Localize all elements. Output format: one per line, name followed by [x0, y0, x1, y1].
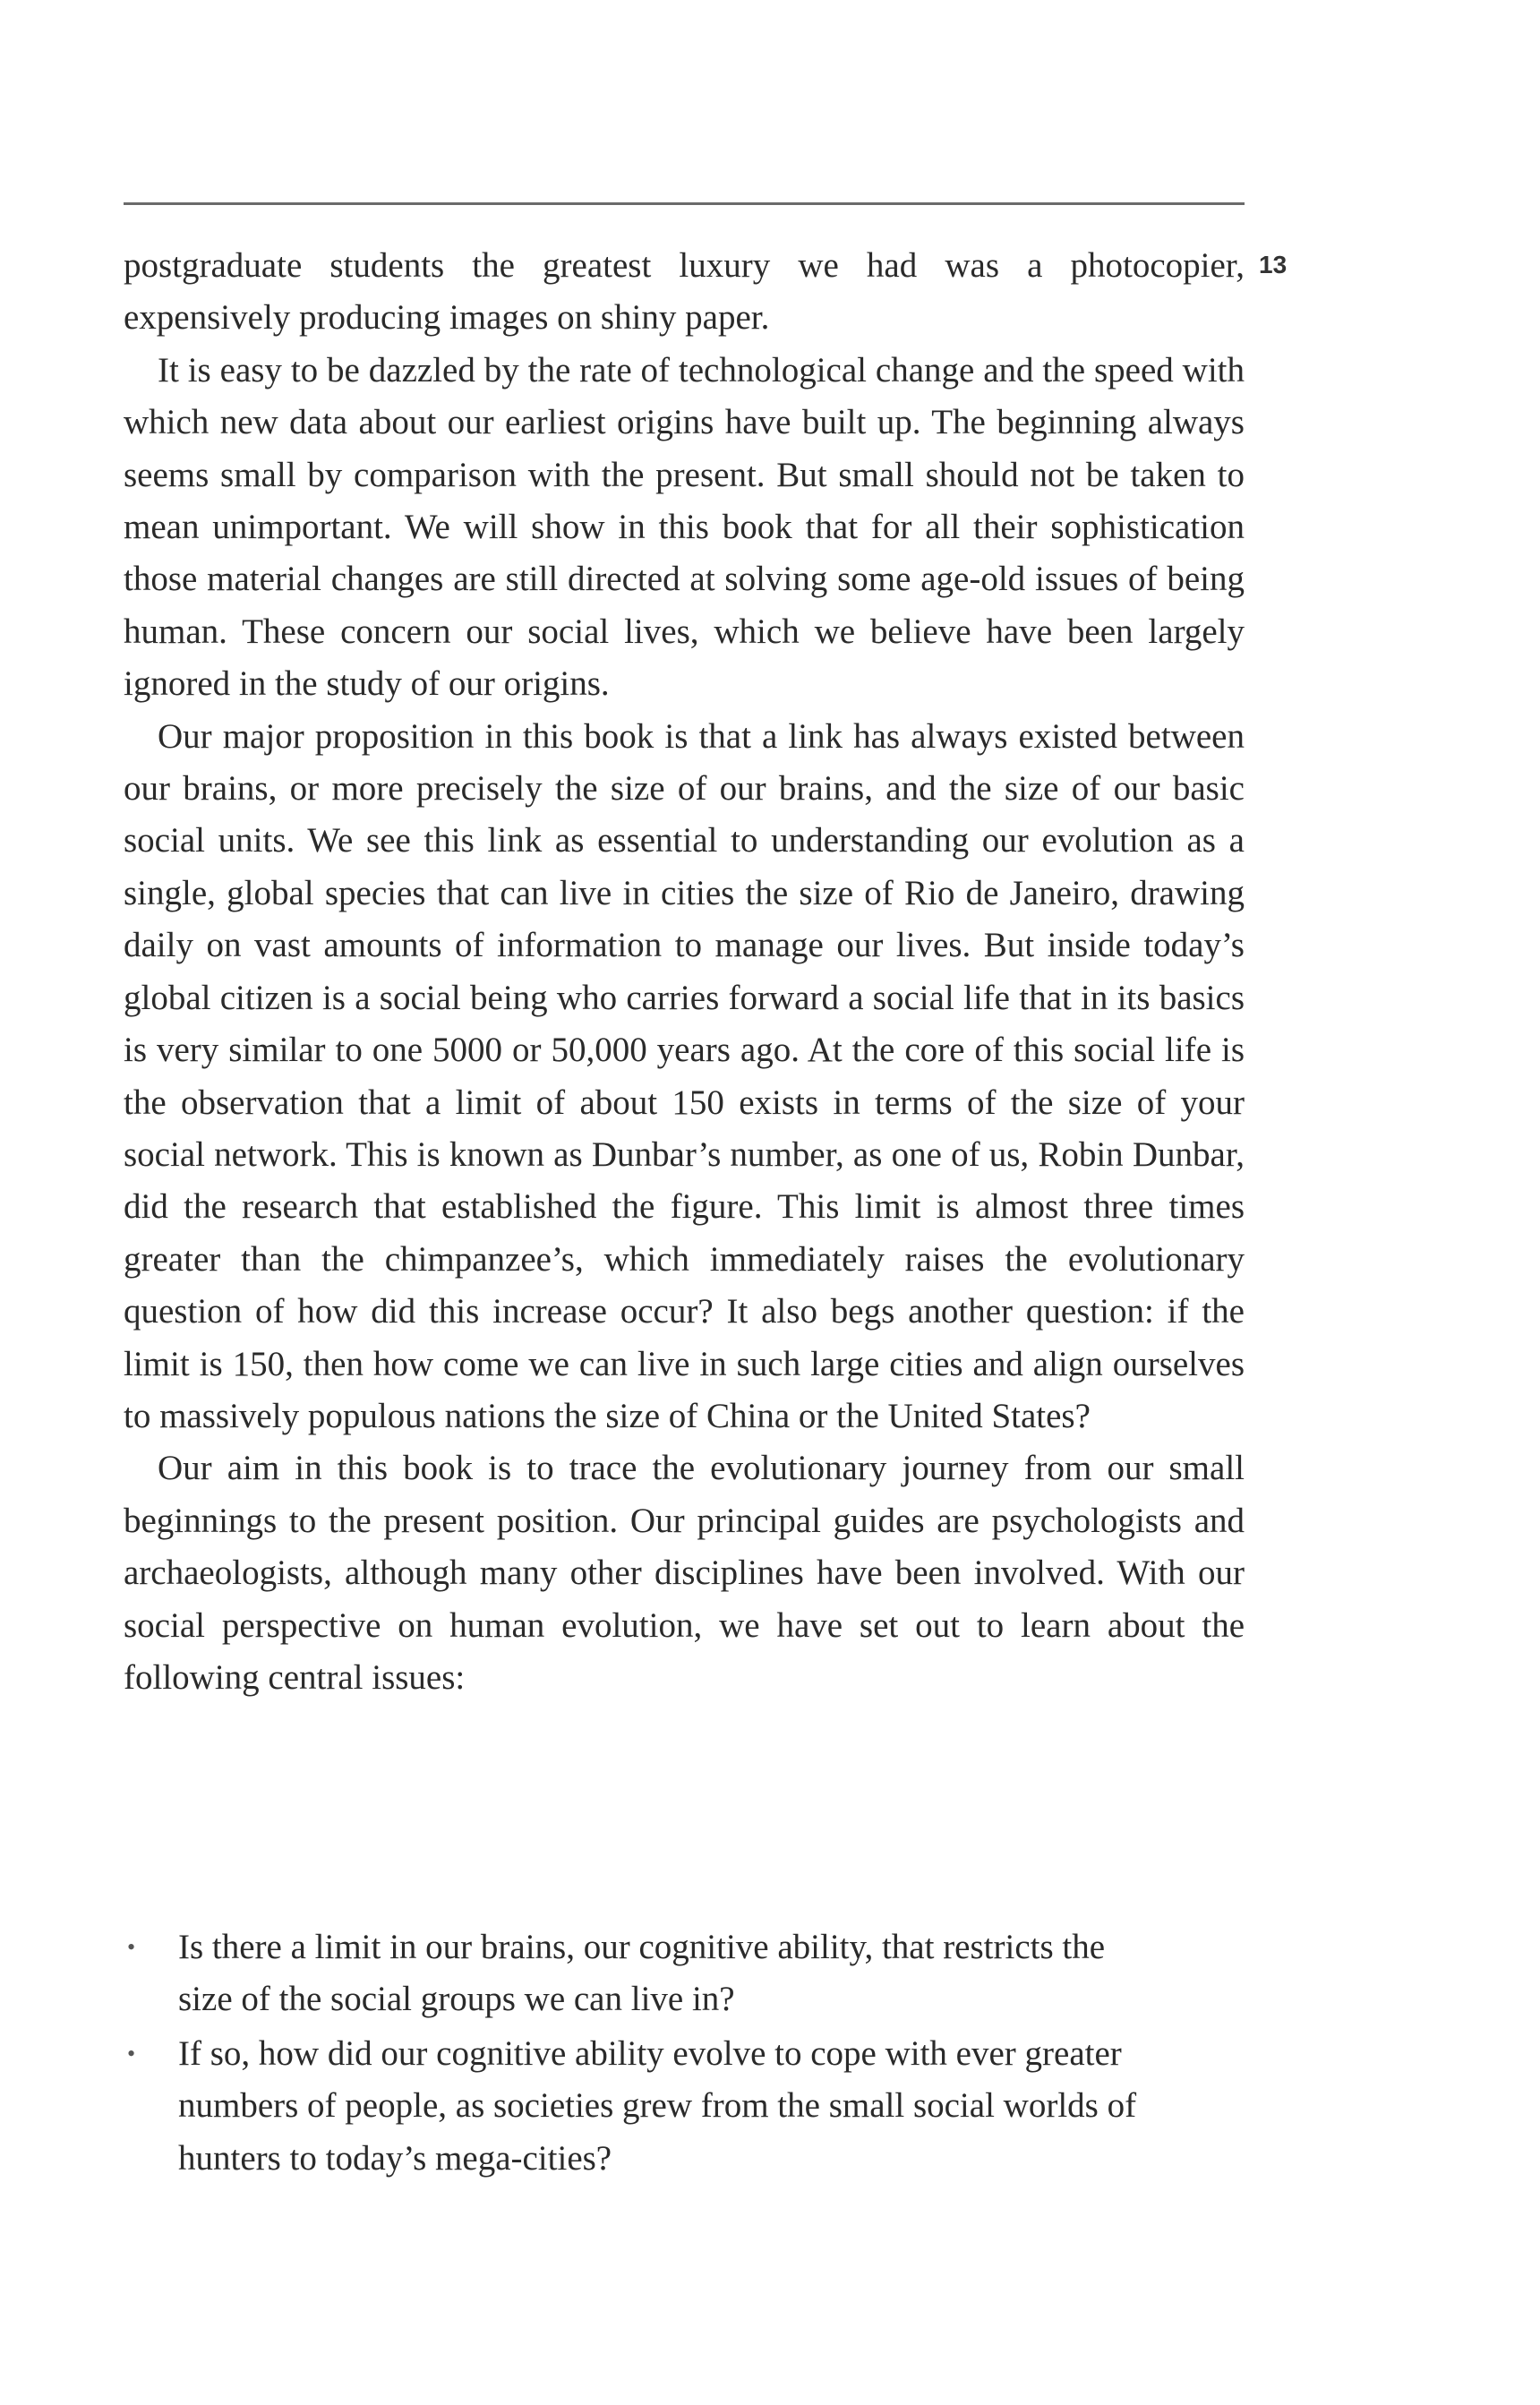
paragraph: Our major proposition in this book is that a link has always existed between our brains, or more precisely the size of our brains, and the size of our basic social units. We see this link as essential to understanding our evolution as a single, global species that can live in cities the size of Rio de Janeiro, drawing daily on vast amounts of information to manage our lives. But inside today’s global citizen is a social being who carries forward a social life that in its basics is very similar to one 5000 or 50,000 years ago. At the core of this social life is the observation that a limit of about 150 exists in terms of the size of your social network. This is known as Dunbar’s number, as one of us, Robin Dunbar, did the research that established the figure. This limit is almost three times greater than the chimpanzee’s, which immediately raises the evolutionary question of how did this increase occur? It also begs another question: if the limit is 150, then how come we can live in such large cities and align ourselves to massively populous nations the size of China or the United States? [124, 716, 1245, 1435]
bullet-icon: • [127, 2040, 136, 2067]
bullet-item [124, 2028, 1162, 2185]
page-number: 13 [1259, 251, 1288, 278]
bullet-icon: • [127, 1934, 136, 1960]
paragraph-continued: postgraduate students the greatest luxury we had was a photocopier, expensively producing images on shiny paper. [124, 246, 1245, 338]
header-rule [124, 202, 1245, 205]
bullet-item [124, 1921, 1162, 2026]
body-text [124, 240, 1245, 1704]
paragraph: Our aim in this book is to trace the evolutionary journey from our small beginnings to the present position. Our principal guides are psychologists and archaeologists, although many other disciplines have been involved. With our social perspective on human evolution, we have set out to learn about the following central issues: [124, 1449, 1245, 1697]
bullet-text: If so, how did our cognitive ability evolve to cope with ever greater numbers of people, as societies grew from the small social worlds of hunters to today’s mega-cities? [178, 2033, 1137, 2178]
paragraph: It is easy to be dazzled by the rate of technological change and the speed with which new data about our earliest origins have built up. The beginning always seems small by comparison with the present. But small should not be taken to mean unimportant. We will show in this book that for all their sophistication those material changes are still directed at solving some age-old issues of being human. These concern our social lives, which we believe have been largely ignored in the study of our origins. [124, 350, 1245, 704]
bullet-list [124, 1921, 1162, 2187]
bullet-text: Is there a limit in our brains, our cognitive ability, that restricts the size of the social groups we can live in? [178, 1928, 1106, 2019]
